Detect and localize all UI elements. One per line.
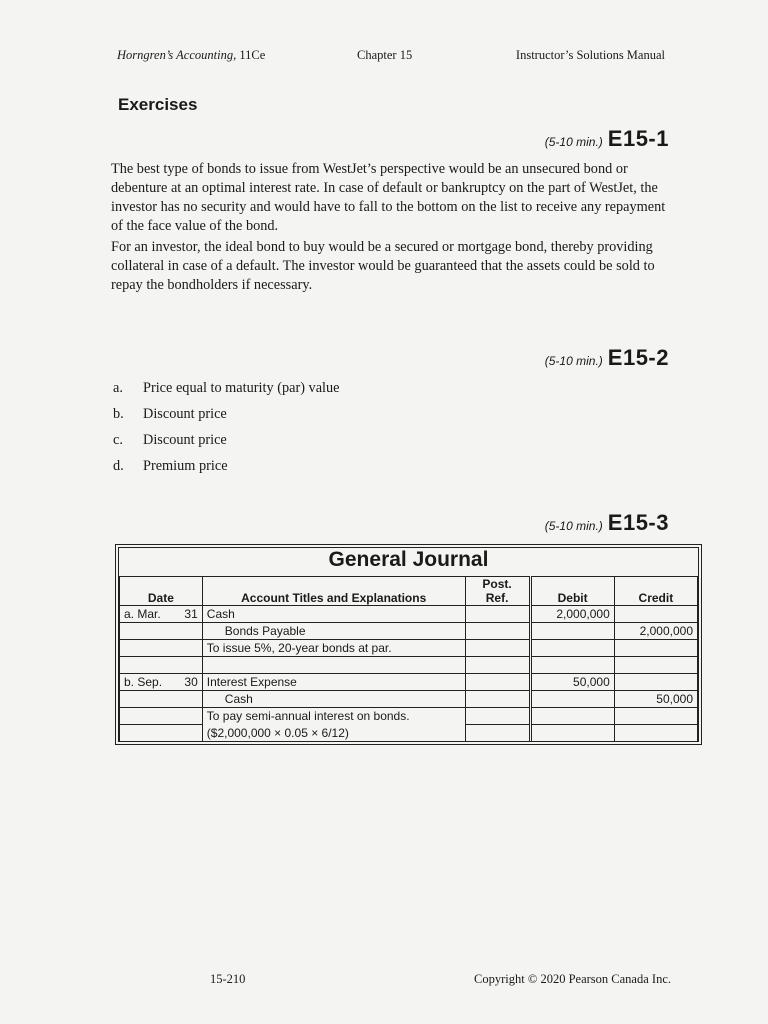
post-ref-line1: Post. bbox=[482, 577, 512, 591]
date-day: 30 bbox=[184, 675, 198, 689]
running-header-manual: Instructor’s Solutions Manual bbox=[515, 48, 665, 62]
exercise-heading-e15-1 bbox=[545, 126, 669, 152]
account-cell: Interest Expense bbox=[202, 674, 465, 691]
account-cell: To pay semi-annual interest on bonds. bbox=[202, 708, 465, 725]
table-row bbox=[120, 691, 698, 708]
debit-cell bbox=[530, 640, 614, 657]
list-item bbox=[113, 380, 340, 406]
time-estimate: (5-10 min.) bbox=[544, 519, 603, 533]
account-cell: Bonds Payable bbox=[202, 623, 465, 640]
credit-cell: 2,000,000 bbox=[614, 623, 697, 640]
debit-cell bbox=[530, 623, 614, 640]
section-title: Exercises bbox=[118, 95, 198, 114]
journal-table bbox=[119, 576, 698, 742]
list-item bbox=[113, 406, 340, 432]
date-label: a. Mar. bbox=[124, 607, 161, 621]
date-cell bbox=[120, 708, 203, 725]
date-cell bbox=[120, 606, 203, 623]
edition: 11Ce bbox=[239, 48, 266, 62]
credit-cell bbox=[614, 725, 697, 742]
post-ref-cell bbox=[465, 606, 530, 623]
col-header-account: Account Titles and Explanations bbox=[202, 577, 465, 606]
date-day: 31 bbox=[184, 607, 198, 621]
col-header-debit: Debit bbox=[530, 577, 614, 606]
post-ref-cell bbox=[465, 623, 530, 640]
running-header-book bbox=[117, 48, 265, 63]
credit-cell: 50,000 bbox=[614, 691, 697, 708]
item-text: Discount price bbox=[143, 432, 227, 448]
general-journal bbox=[115, 544, 702, 745]
item-letter: b. bbox=[113, 406, 124, 422]
exercise-heading-e15-2 bbox=[545, 345, 669, 371]
account-cell: Cash bbox=[202, 606, 465, 623]
account-cell: To issue 5%, 20-year bonds at par. bbox=[202, 640, 465, 657]
post-ref-line2: Ref. bbox=[485, 591, 509, 605]
table-row bbox=[120, 725, 698, 742]
item-letter: a. bbox=[113, 380, 123, 396]
time-estimate: (5-10 min.) bbox=[544, 354, 603, 368]
date-cell bbox=[120, 725, 203, 742]
table-row bbox=[120, 708, 698, 725]
item-letter: c. bbox=[113, 432, 123, 448]
item-text: Price equal to maturity (par) value bbox=[143, 380, 340, 396]
journal-header-row bbox=[120, 577, 698, 606]
credit-cell bbox=[614, 708, 697, 725]
debit-cell bbox=[530, 708, 614, 725]
exercise-code: E15-1 bbox=[607, 126, 669, 151]
book-title: Horngren’s Accounting, bbox=[117, 48, 237, 62]
e15-2-answer-list bbox=[113, 380, 340, 484]
e15-1-paragraph-1: The best type of bonds to issue from WestJet’s perspective would be an unsecured bond or debenture at an optimal interest rate. In case of default or bankruptcy on the part of WestJet, the investor has no security and would have to fall to the bottom on the list to receive any repayment of the face value of the bond. bbox=[111, 161, 666, 234]
exercise-code: E15-3 bbox=[607, 510, 669, 535]
item-letter: d. bbox=[113, 458, 124, 474]
table-row bbox=[120, 623, 698, 640]
e15-1-paragraph-2: For an investor, the ideal bond to buy would be a secured or mortgage bond, thereby providing collateral in case of a default. The investor would be guaranteed that the assets could be sold to repay the bondholders if necessary. bbox=[111, 239, 655, 293]
credit-cell bbox=[614, 640, 697, 657]
credit-cell bbox=[614, 606, 697, 623]
post-ref-cell bbox=[465, 708, 530, 725]
journal-title: General Journal bbox=[328, 548, 489, 571]
list-item bbox=[113, 432, 340, 458]
date-cell bbox=[120, 674, 203, 691]
account-cell: ($2,000,000 × 0.05 × 6/12) bbox=[202, 725, 465, 742]
debit-cell bbox=[530, 725, 614, 742]
exercise-code: E15-2 bbox=[607, 345, 669, 370]
post-ref-cell bbox=[465, 691, 530, 708]
date-cell bbox=[120, 640, 203, 657]
post-ref-cell bbox=[465, 674, 530, 691]
post-ref-cell bbox=[465, 725, 530, 742]
date-cell bbox=[120, 657, 203, 674]
col-header-date: Date bbox=[120, 577, 203, 606]
debit-cell: 2,000,000 bbox=[530, 606, 614, 623]
exercise-heading-e15-3 bbox=[545, 510, 669, 536]
debit-cell: 50,000 bbox=[530, 674, 614, 691]
item-text: Premium price bbox=[143, 458, 228, 474]
copyright: Copyright © 2020 Pearson Canada Inc. bbox=[474, 972, 671, 986]
debit-cell bbox=[530, 691, 614, 708]
account-cell: Cash bbox=[202, 691, 465, 708]
date-cell bbox=[120, 623, 203, 640]
post-ref-cell bbox=[465, 657, 530, 674]
date-label: b. Sep. bbox=[124, 675, 163, 689]
list-item bbox=[113, 458, 340, 484]
date-cell bbox=[120, 691, 203, 708]
col-header-credit: Credit bbox=[614, 577, 697, 606]
credit-cell bbox=[614, 674, 697, 691]
post-ref-cell bbox=[465, 640, 530, 657]
table-row bbox=[120, 640, 698, 657]
col-header-post-ref bbox=[465, 577, 530, 606]
debit-cell bbox=[530, 657, 614, 674]
table-row bbox=[120, 674, 698, 691]
item-text: Discount price bbox=[143, 406, 227, 422]
time-estimate: (5-10 min.) bbox=[544, 135, 603, 149]
running-header-chapter: Chapter 15 bbox=[357, 48, 413, 62]
account-cell bbox=[202, 657, 465, 674]
table-row bbox=[120, 606, 698, 623]
table-row bbox=[120, 657, 698, 674]
credit-cell bbox=[614, 657, 697, 674]
page-number: 15-210 bbox=[210, 972, 246, 986]
